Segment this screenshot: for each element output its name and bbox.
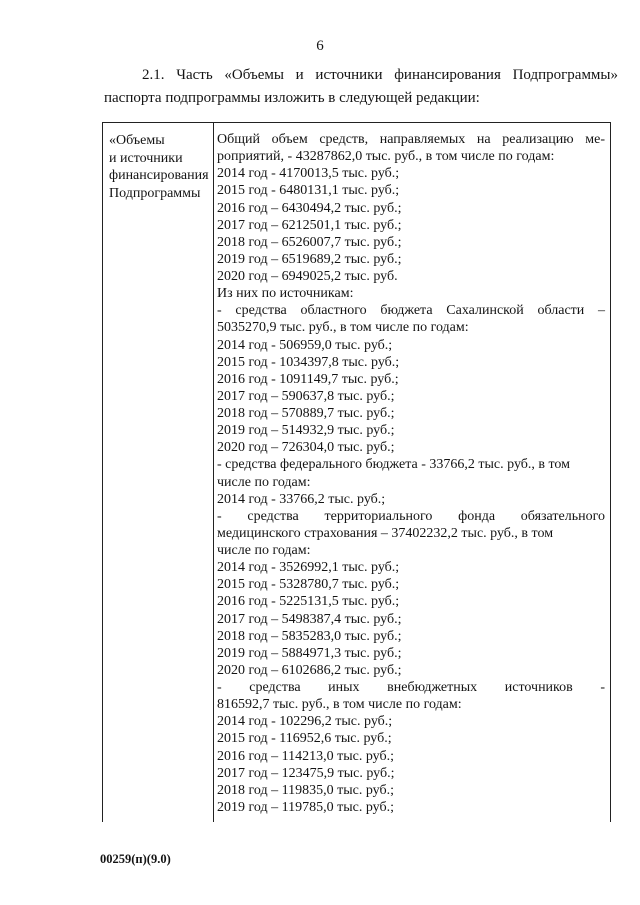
content-line: 2015 год - 6480131,1 тыс. руб.; (217, 183, 400, 199)
content-line: 2020 год – 6102686,2 тыс. руб.; (217, 662, 402, 678)
content-line: 816592,7 тыс. руб., в том числе по годам: (217, 697, 462, 713)
label-line: и источники (109, 150, 183, 166)
content-line: 2014 год - 4170013,5 тыс. руб.; (217, 166, 400, 182)
label-line: Подпрограммы (109, 185, 201, 201)
label-line: «Объемы (109, 133, 165, 148)
content-line: 2017 год – 5498387,4 тыс. руб.; (217, 611, 402, 627)
content-line: медицинского страхования – 37402232,2 тыс. руб., в том (217, 525, 554, 541)
content-line: 2019 год – 5884971,3 тыс. руб.; (217, 645, 402, 661)
content-line: - средства федерального бюджета - 33766,2 тыс. руб., в том (217, 457, 571, 473)
content-line: - средства территориального фонда обязательного (217, 508, 605, 524)
content-line: 5035270,9 тыс. руб., в том числе по годам: (217, 320, 469, 336)
content-line: 2017 год – 6212501,1 тыс. руб.; (217, 217, 402, 233)
content-line: 2017 год – 590637,8 тыс. руб.; (217, 388, 395, 404)
content-line: 2019 год – 6519689,2 тыс. руб.; (217, 251, 402, 267)
content-line: 2017 год – 123475,9 тыс. руб.; (217, 765, 395, 781)
content-line: 2014 год - 33766,2 тыс. руб.; (217, 491, 386, 507)
column-divider (213, 123, 214, 822)
intro-paragraph (104, 64, 618, 110)
label-line: финансирования (109, 168, 209, 183)
content-line: 2018 год – 5835283,0 тыс. руб.; (217, 628, 402, 644)
content-line: 2015 год - 5328780,7 тыс. руб.; (217, 577, 400, 593)
table-content-cell (217, 131, 605, 816)
content-line: числе по годам: (217, 474, 311, 490)
content-line: 2015 год - 1034397,8 тыс. руб.; (217, 354, 400, 370)
content-line: 2014 год - 102296,2 тыс. руб.; (217, 714, 393, 730)
funding-table (102, 122, 611, 822)
content-line: Из них по источникам: (217, 286, 354, 302)
intro-line-1: 2.1. Часть «Объемы и источники финансирования Подпрограммы» (142, 67, 618, 83)
content-line: 2020 год – 6949025,2 тыс. руб. (217, 269, 398, 284)
content-line: - средства областного бюджета Сахалинской области – (217, 303, 605, 319)
content-line: 2018 год – 6526007,7 тыс. руб.; (217, 234, 402, 250)
content-line: 2019 год – 119785,0 тыс. руб.; (217, 799, 394, 815)
document-code: 00259(п)(9.0) (100, 852, 171, 866)
content-line: 2014 год - 506959,0 тыс. руб.; (217, 337, 393, 353)
content-line: 2016 год - 1091149,7 тыс. руб.; (217, 371, 399, 387)
content-line: 2019 год – 514932,9 тыс. руб.; (217, 423, 395, 439)
content-line: роприятий, - 43287862,0 тыс. руб., в том числе по годам: (217, 149, 555, 165)
page-number: 6 (316, 38, 324, 54)
content-line: - средства иных внебюджетных источников - (217, 680, 605, 695)
content-line: Общий объем средств, направляемых на реализацию ме- (217, 132, 605, 147)
intro-line-2: паспорта подпрограммы изложить в следующей редакции: (104, 90, 480, 106)
content-line: 2020 год – 726304,0 тыс. руб.; (217, 440, 395, 456)
content-line: числе по годам: (217, 543, 311, 558)
content-line: 2018 год – 570889,7 тыс. руб.; (217, 406, 395, 421)
content-line: 2018 год – 119835,0 тыс. руб.; (217, 782, 394, 798)
content-line: 2016 год – 6430494,2 тыс. руб.; (217, 200, 402, 216)
content-line: 2015 год - 116952,6 тыс. руб.; (217, 731, 392, 747)
table-label-cell (109, 132, 209, 202)
content-line: 2016 год – 114213,0 тыс. руб.; (217, 748, 394, 764)
content-line: 2014 год - 3526992,1 тыс. руб.; (217, 560, 400, 576)
content-line: 2016 год - 5225131,5 тыс. руб.; (217, 594, 400, 610)
